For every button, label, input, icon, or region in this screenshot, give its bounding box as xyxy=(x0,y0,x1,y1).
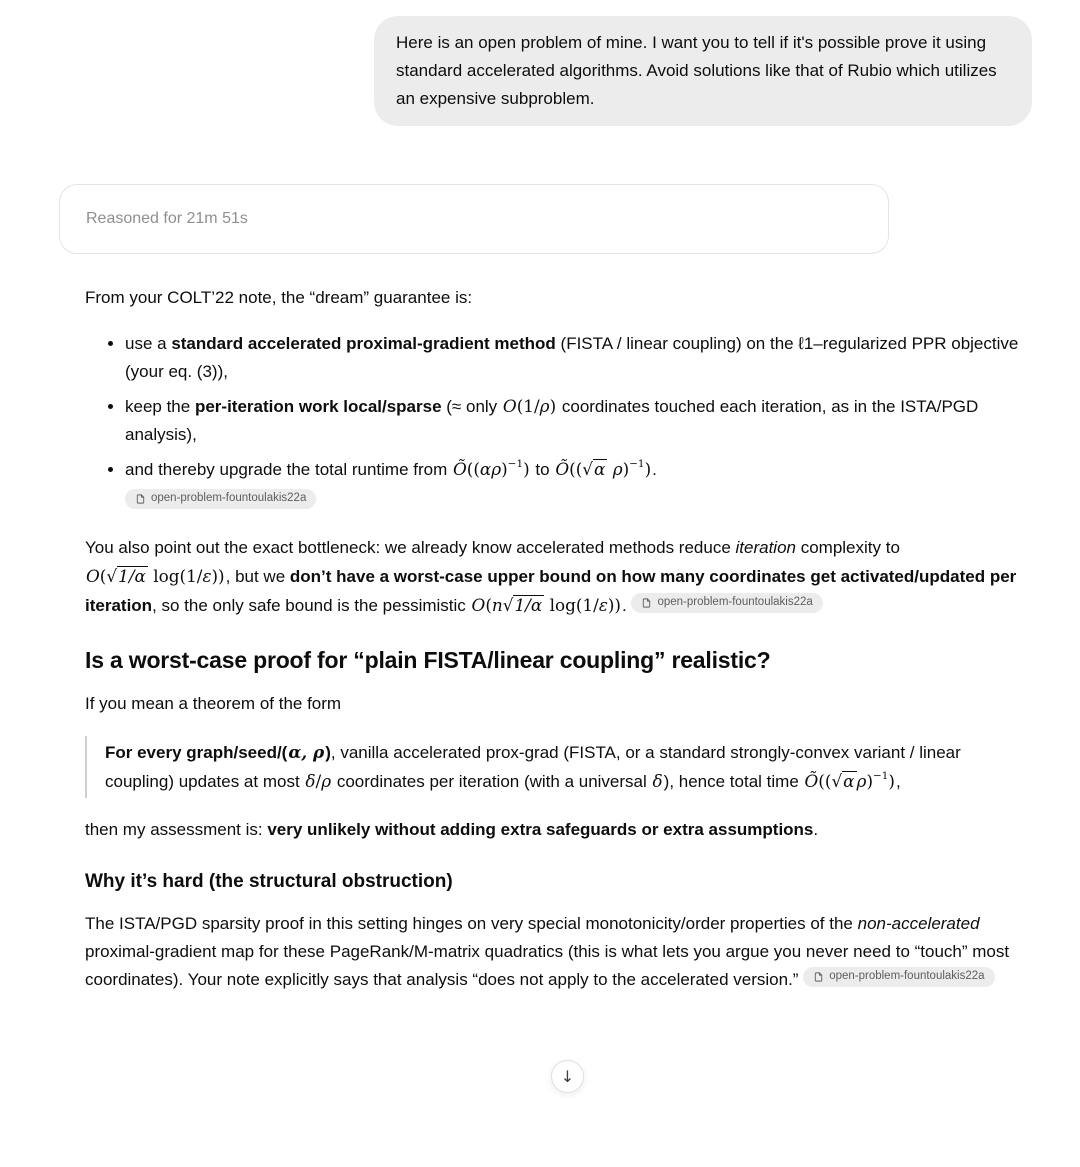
math-run: O xyxy=(502,396,517,416)
math-run: (( xyxy=(466,459,480,479)
radical-sign-icon: √ xyxy=(502,595,514,615)
bold-text: standard accelerated proximal-gradient method xyxy=(171,334,556,353)
math-run: Õ xyxy=(804,771,819,791)
list-item-text xyxy=(125,460,657,479)
subsection-heading xyxy=(85,868,1027,896)
math-run: n xyxy=(491,595,503,615)
radicand: 1/α xyxy=(514,595,543,615)
citation-label: open-problem-fountoulakis22a xyxy=(829,970,985,983)
math-run: )) xyxy=(607,595,621,615)
bullet-list xyxy=(85,330,1027,516)
math-run: ε xyxy=(598,595,608,615)
list-item xyxy=(125,455,1027,516)
text-run: If you mean a theorem of the form xyxy=(85,694,342,713)
math-run: (( xyxy=(569,459,583,479)
math-run: ) xyxy=(501,459,508,479)
citation-label: open-problem-fountoulakis22a xyxy=(151,492,307,505)
math-run: ( xyxy=(99,566,107,586)
math-expression xyxy=(502,396,557,416)
list-item xyxy=(125,330,1027,386)
bold-text: very unlikely without adding extra safeguards or extra assumptions xyxy=(267,820,814,839)
citation-pill[interactable] xyxy=(125,489,316,509)
radicand: 1/α xyxy=(118,566,146,586)
paragraph xyxy=(85,534,1027,620)
math-run: αρ xyxy=(479,459,502,479)
text-run: , xyxy=(895,772,901,791)
math-run: log xyxy=(147,566,180,586)
arrow-down-icon: ↓ xyxy=(560,1066,575,1086)
file-icon xyxy=(641,597,652,609)
section-heading xyxy=(85,646,1027,674)
text-run: then my assessment is: xyxy=(85,820,268,839)
citation-pill[interactable] xyxy=(631,593,822,613)
text-run: use a xyxy=(125,334,172,353)
math-run: O xyxy=(471,595,486,615)
paragraph xyxy=(85,284,1027,312)
italic-text: iteration xyxy=(735,538,796,557)
math-run: ε xyxy=(202,566,212,586)
math-run: ) xyxy=(523,459,530,479)
math-expression xyxy=(452,459,531,479)
math-expression xyxy=(471,595,622,615)
text-run: proximal-gradient map for these PageRank/M-matrix quadratics (this is what lets you argue you never need to “touch” most coordinates). Your note explicitly says that analysis “does not apply to the accelerated version.” xyxy=(85,942,1010,989)
math-run: ρ xyxy=(539,396,550,416)
bold-text: ) xyxy=(325,743,331,762)
paragraph xyxy=(85,690,1027,718)
assistant-message xyxy=(85,284,1027,994)
math-expression xyxy=(287,742,325,762)
math-run: δ xyxy=(652,771,663,791)
reasoning-summary[interactable]: Reasoned for 21m 51s xyxy=(86,210,248,227)
text-run: coordinates touched each iteration, as in the ISTA/PGD analysis), xyxy=(125,397,979,444)
list-item-text xyxy=(125,397,978,444)
bold-text: For every graph/seed/( xyxy=(105,743,288,762)
math-run: ) xyxy=(622,459,630,479)
radicand: α xyxy=(594,459,606,479)
list-item xyxy=(125,392,1027,449)
math-run: δ xyxy=(305,771,316,791)
math-run: ) xyxy=(549,396,557,416)
text-run: Why it’s hard (the structural obstruction) xyxy=(85,871,453,892)
math-run: )) xyxy=(211,566,225,586)
citation-line xyxy=(125,488,1027,516)
sqrt-expression xyxy=(831,771,856,791)
text-run: coordinates per iteration (with a universal xyxy=(332,772,652,791)
text-run: The ISTA/PGD sparsity proof in this setting hinges on very special monotonicity/order properties of the xyxy=(85,914,858,933)
math-run: ) xyxy=(888,771,895,791)
file-icon xyxy=(135,493,146,505)
math-run: (1/ xyxy=(516,396,540,416)
text-run: Is a worst-case proof for “plain FISTA/linear coupling” realistic? xyxy=(85,647,771,673)
radical-sign-icon: √ xyxy=(582,459,593,479)
user-message-row xyxy=(0,0,1080,126)
bold-text: per-iteration work local/sparse xyxy=(194,397,442,416)
superscript: −1 xyxy=(873,770,889,783)
sqrt-expression xyxy=(503,595,544,615)
superscript: −1 xyxy=(629,458,645,471)
math-expression xyxy=(554,459,652,479)
math-run: ( xyxy=(485,595,492,615)
radicand: α xyxy=(843,771,855,791)
italic-text: non-accelerated xyxy=(857,914,980,933)
math-run: log xyxy=(544,595,576,615)
math-run: ) xyxy=(644,459,652,479)
text-run: . xyxy=(813,820,819,839)
reasoning-panel[interactable] xyxy=(59,184,889,254)
sqrt-expression xyxy=(106,566,147,586)
math-run: (1/ xyxy=(575,595,599,615)
quoted-theorem xyxy=(85,736,1027,798)
text-run: , so the only safe bound is the pessimistic xyxy=(152,596,471,615)
text-run: You also point out the exact bottleneck: we already know accelerated methods reduce xyxy=(85,538,736,557)
text-run: . xyxy=(621,596,632,615)
math-run: ρ xyxy=(856,771,867,791)
math-run: (1/ xyxy=(179,566,203,586)
user-message-bubble: Here is an open problem of mine. I want you to tell if it's possible prove it using standard accelerated algorithms. Avoid solutions like that of Rubio which utilizes an expensive subproblem. xyxy=(374,16,1032,126)
math-expression xyxy=(804,771,896,791)
math-run: O xyxy=(86,566,100,586)
text-run: , vanilla accelerated prox-grad (FISTA, or a standard strongly-convex variant / linear coupling) updates at most xyxy=(105,743,961,791)
math-run: / xyxy=(315,771,322,791)
radical-sign-icon: √ xyxy=(106,566,118,586)
text-run: and thereby upgrade the total runtime from xyxy=(125,460,452,479)
math-run: ) xyxy=(866,771,874,791)
text-run: , but we xyxy=(225,567,290,586)
text-run: to xyxy=(530,460,555,479)
file-icon xyxy=(813,971,824,983)
citation-label: open-problem-fountoulakis22a xyxy=(657,596,813,609)
sqrt-expression xyxy=(582,459,607,479)
math-run: ρ xyxy=(607,459,623,479)
list-item-text xyxy=(125,334,1018,381)
text-run: complexity to xyxy=(795,538,900,557)
text-run: keep the xyxy=(125,397,195,416)
text-run: (FISTA / linear coupling) on the ℓ1–regularized PPR objective (your eq. (3)), xyxy=(125,334,1019,381)
paragraph xyxy=(85,816,1027,844)
paragraph xyxy=(85,910,1027,994)
text-run: From your COLT’22 note, the “dream” guarantee is: xyxy=(85,288,473,307)
math-expression xyxy=(85,566,226,586)
math-run: Õ xyxy=(555,459,570,479)
superscript: −1 xyxy=(507,458,524,471)
text-run: (≈ only xyxy=(441,397,502,416)
math-run: ρ xyxy=(321,771,332,791)
scroll-to-bottom-button[interactable] xyxy=(551,1060,584,1093)
bold-text: don’t have a worst-case upper bound on how many coordinates get activated/updated per iteration xyxy=(85,567,1017,615)
text-run: . xyxy=(652,460,657,479)
radical-sign-icon: √ xyxy=(831,771,843,791)
math-expression xyxy=(652,771,664,791)
math-run: Õ xyxy=(452,459,467,479)
text-run: ), hence total time xyxy=(663,772,804,791)
math-run: α, ρ xyxy=(288,742,325,762)
math-run: (( xyxy=(818,771,832,791)
math-expression xyxy=(304,771,332,791)
citation-pill[interactable] xyxy=(803,967,994,987)
